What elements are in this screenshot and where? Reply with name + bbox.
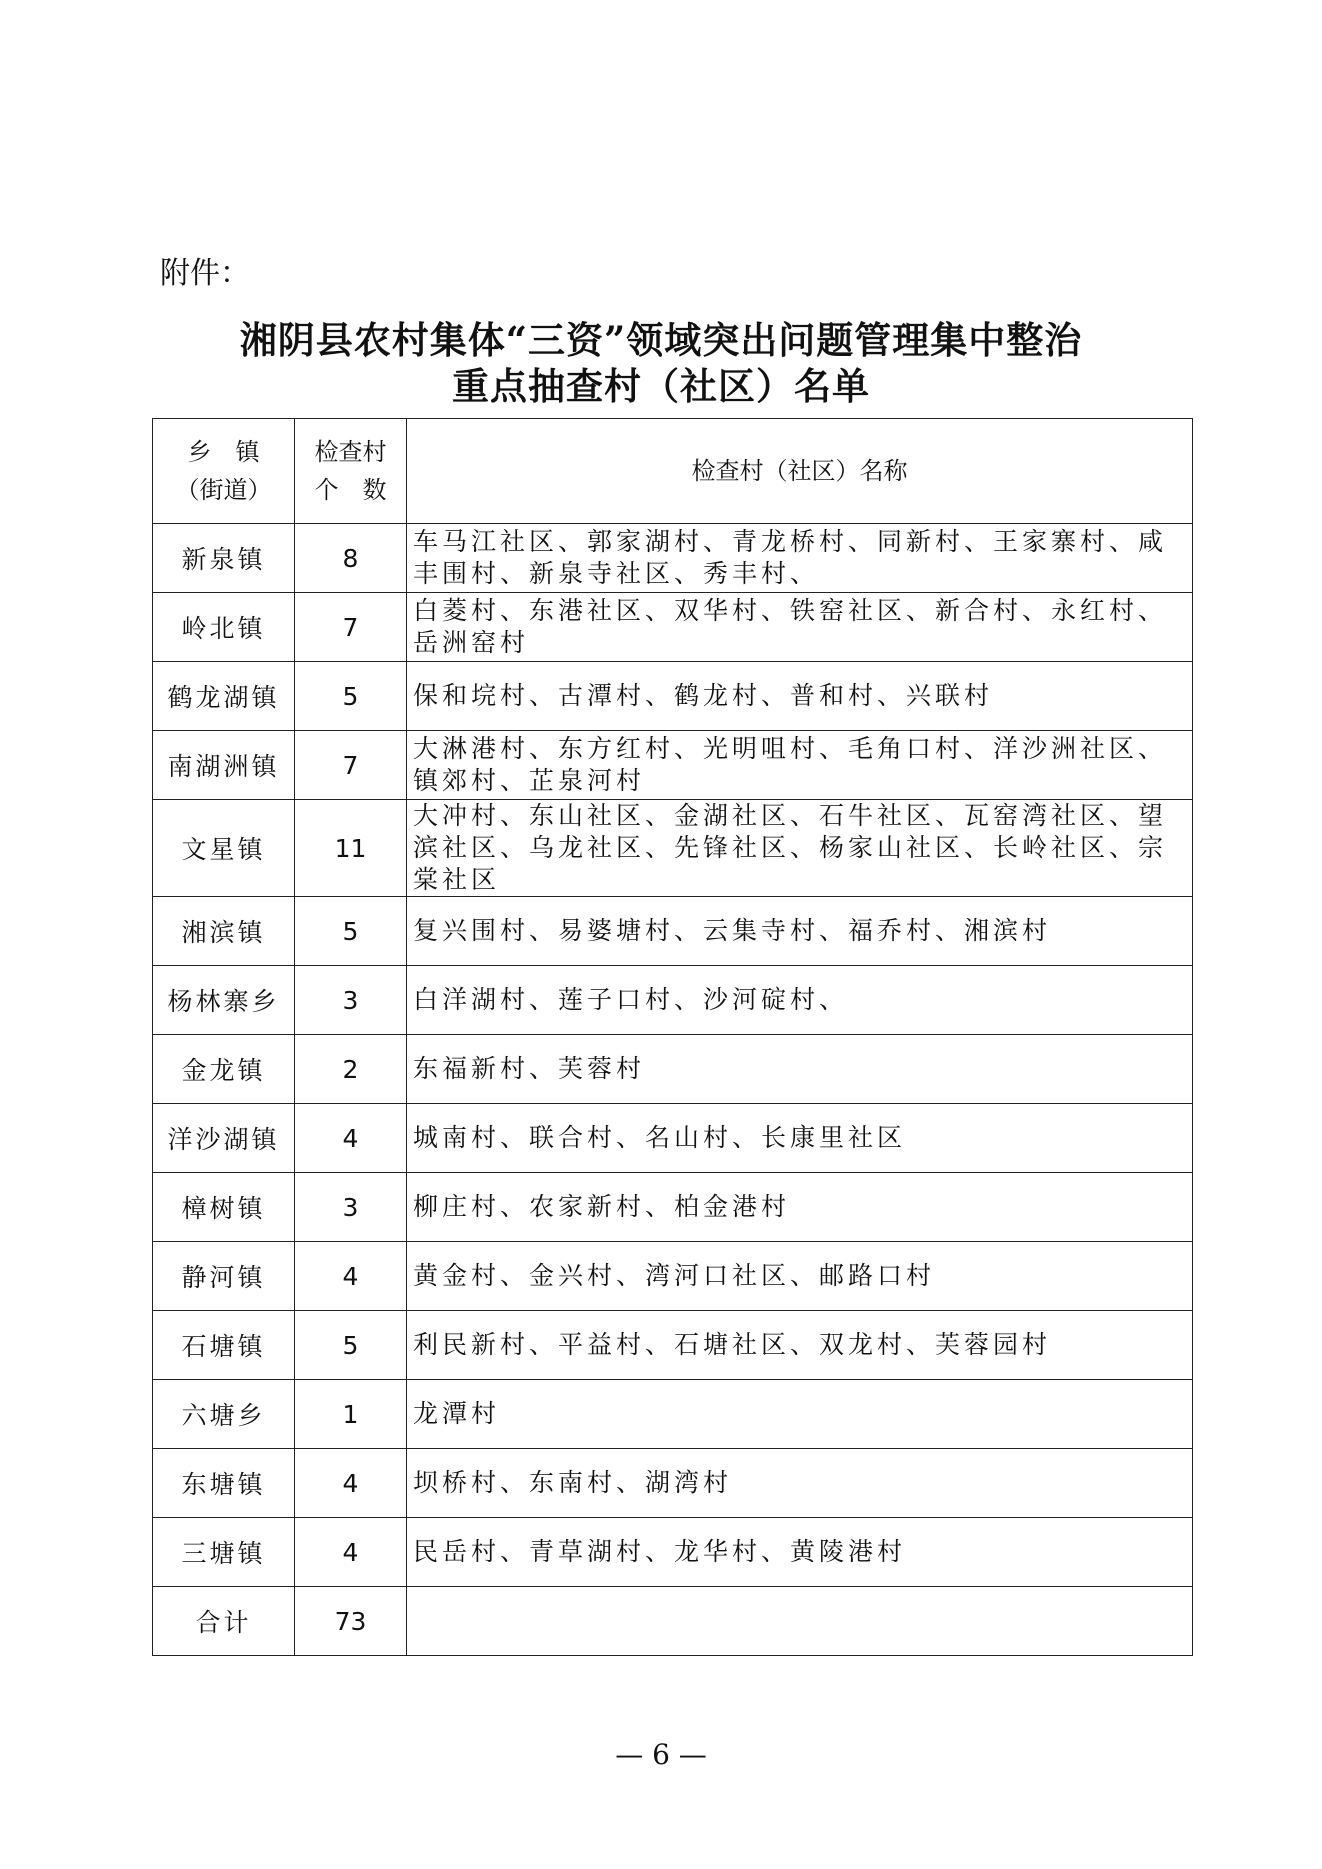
town-cell: 合计: [153, 1587, 295, 1656]
table-row: [153, 897, 1193, 966]
attachment-label: 附件：: [160, 256, 250, 291]
count-cell: 5: [295, 1311, 407, 1380]
count-cell: 4: [295, 1449, 407, 1518]
names-cell: 大冲村、东山社区、金湖社区、石牛社区、瓦窑湾社区、望滨社区、乌龙社区、先锋社区、杨家山社区、长岭社区、宗棠社区: [407, 800, 1193, 897]
names-cell: 白洋湖村、莲子口村、沙河碇村、: [407, 966, 1193, 1035]
count-cell: 8: [295, 524, 407, 593]
table-row: [153, 1380, 1193, 1449]
header-town: [153, 419, 295, 524]
count-cell: 3: [295, 966, 407, 1035]
table-header-row: [153, 419, 1193, 524]
town-cell: 樟树镇: [153, 1173, 295, 1242]
count-cell: 2: [295, 1035, 407, 1104]
table-row: [153, 966, 1193, 1035]
count-cell: 7: [295, 593, 407, 662]
names-cell: 柳庄村、农家新村、柏金港村: [407, 1173, 1193, 1242]
count-cell: 3: [295, 1173, 407, 1242]
town-cell: 杨林寨乡: [153, 966, 295, 1035]
table-body: [153, 419, 1193, 1656]
count-cell: 11: [295, 800, 407, 897]
town-cell: 三塘镇: [153, 1518, 295, 1587]
header-town-line1: 乡 镇: [187, 438, 260, 466]
table-row: [153, 1518, 1193, 1587]
names-cell: 城南村、联合村、名山村、长康里社区: [407, 1104, 1193, 1173]
town-cell: 金龙镇: [153, 1035, 295, 1104]
names-cell: [407, 1587, 1193, 1656]
header-count: [295, 419, 407, 524]
town-cell: 洋沙湖镇: [153, 1104, 295, 1173]
town-cell: 文星镇: [153, 800, 295, 897]
names-cell: 黄金村、金兴村、湾河口社区、邮路口村: [407, 1242, 1193, 1311]
table-row: [153, 731, 1193, 800]
names-cell: 大淋港村、东方红村、光明咀村、毛角口村、洋沙洲社区、镇郊村、芷泉河村: [407, 731, 1193, 800]
header-count-line1: 检查村: [314, 438, 387, 466]
count-cell: 73: [295, 1587, 407, 1656]
town-cell: 新泉镇: [153, 524, 295, 593]
count-cell: 7: [295, 731, 407, 800]
names-cell: 民岳村、青草湖村、龙华村、黄陵港村: [407, 1518, 1193, 1587]
names-cell: 坝桥村、东南村、湖湾村: [407, 1449, 1193, 1518]
total-row: [153, 1587, 1193, 1656]
names-cell: 东福新村、芙蓉村: [407, 1035, 1193, 1104]
count-cell: 5: [295, 897, 407, 966]
table-row: [153, 800, 1193, 897]
town-cell: 鹤龙湖镇: [153, 662, 295, 731]
count-cell: 4: [295, 1104, 407, 1173]
table-row: [153, 593, 1193, 662]
count-cell: 4: [295, 1518, 407, 1587]
names-cell: 龙潭村: [407, 1380, 1193, 1449]
town-cell: 南湖洲镇: [153, 731, 295, 800]
count-cell: 4: [295, 1242, 407, 1311]
town-cell: 岭北镇: [153, 593, 295, 662]
header-count-line2: 个 数: [314, 476, 387, 504]
header-town-line2: （街道）: [175, 476, 272, 504]
names-cell: 利民新村、平益村、石塘社区、双龙村、芙蓉园村: [407, 1311, 1193, 1380]
town-cell: 湘滨镇: [153, 897, 295, 966]
count-cell: 1: [295, 1380, 407, 1449]
names-cell: 白菱村、东港社区、双华村、铁窑社区、新合村、永红村、岳洲窑村: [407, 593, 1193, 662]
document-title-line2: 重点抽查村（社区）名单: [452, 364, 870, 408]
table-row: [153, 1104, 1193, 1173]
town-cell: 石塘镇: [153, 1311, 295, 1380]
table-row: [153, 1449, 1193, 1518]
table-row: [153, 524, 1193, 593]
page-number: — 6 —: [615, 1738, 707, 1771]
town-cell: 六塘乡: [153, 1380, 295, 1449]
town-cell: 静河镇: [153, 1242, 295, 1311]
names-cell: 复兴围村、易婆塘村、云集寺村、福乔村、湘滨村: [407, 897, 1193, 966]
table-row: [153, 1311, 1193, 1380]
table-row: [153, 1242, 1193, 1311]
count-cell: 5: [295, 662, 407, 731]
town-cell: 东塘镇: [153, 1449, 295, 1518]
inspection-list-table: [152, 418, 1193, 1656]
document-title-line1: 湘阴县农村集体“三资”领域突出问题管理集中整治: [239, 318, 1083, 362]
table-row: [153, 1173, 1193, 1242]
names-cell: 车马江社区、郭家湖村、青龙桥村、同新村、王家寨村、咸丰围村、新泉寺社区、秀丰村、: [407, 524, 1193, 593]
header-names: 检查村（社区）名称: [407, 419, 1193, 524]
table-row: [153, 662, 1193, 731]
names-cell: 保和垸村、古潭村、鹤龙村、普和村、兴联村: [407, 662, 1193, 731]
table-row: [153, 1035, 1193, 1104]
